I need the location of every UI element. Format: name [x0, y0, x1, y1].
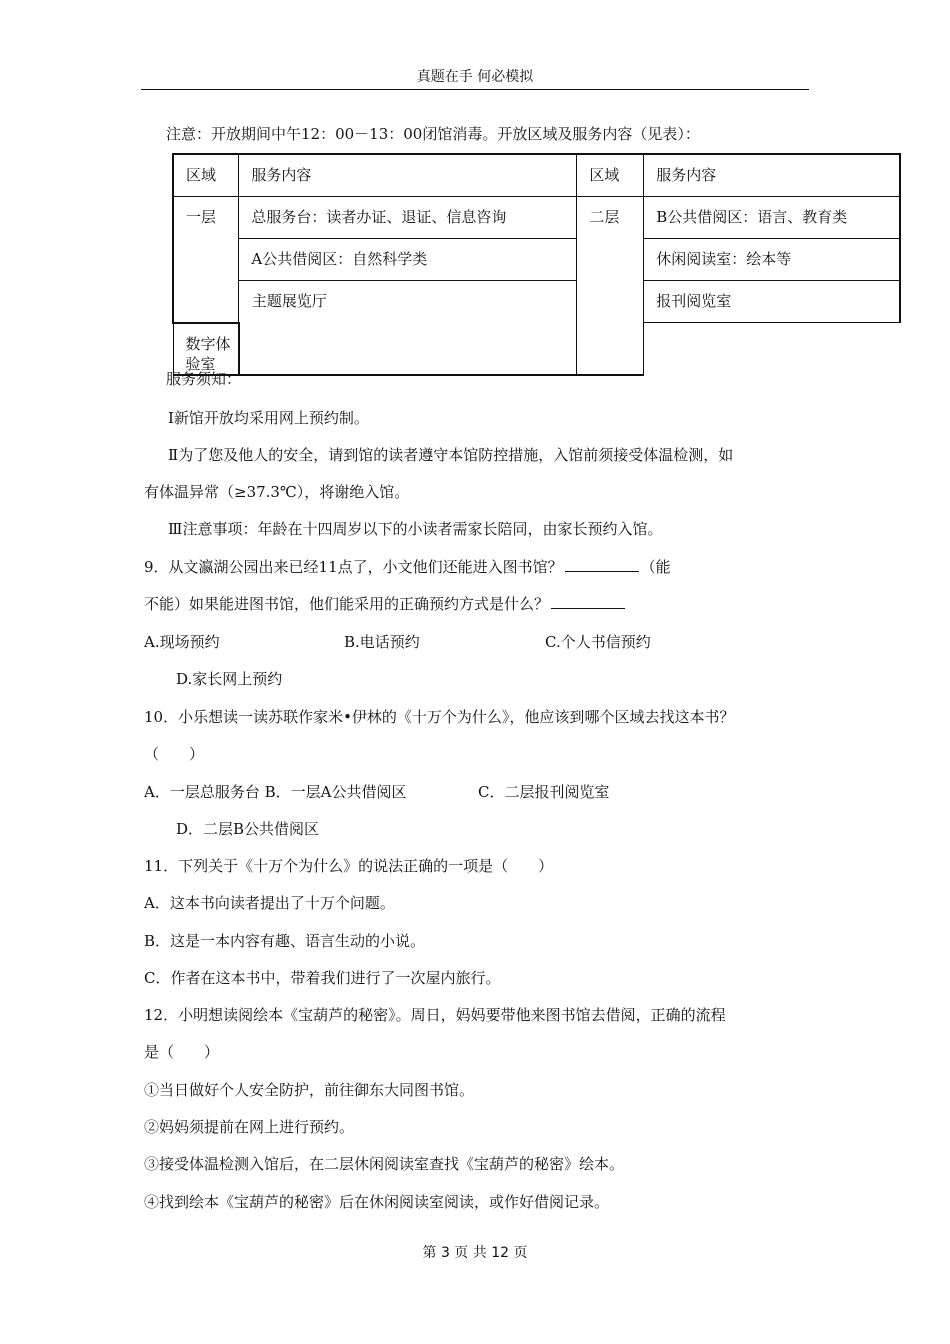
q10-options-ab: A．一层总服务台 B．一层A公共借阅区	[144, 783, 407, 801]
q9-option-a: A.现场预约	[144, 633, 220, 651]
q12-step-4: ④找到绘本《宝葫芦的秘密》后在休闲阅读室阅读，或作好借阅记录。	[144, 1193, 610, 1211]
floor1-item: 主题展览厅	[239, 281, 577, 375]
q11-option-b: B．这是一本内容有趣、语言生动的小说。	[144, 932, 426, 950]
service-rule-3: Ⅲ注意事项：年龄在十四周岁以下的小读者需家长陪同，由家长预约入馆。	[168, 520, 663, 538]
q12-step-3: ③接受体温检测入馆后，在二层休闲阅读室查找《宝葫芦的秘密》绘本。	[144, 1155, 625, 1173]
notice-text: 注意：开放期间中午12：00－13：00闭馆消毒。开放区域及服务内容（见表）：	[166, 125, 700, 143]
service-table	[172, 153, 901, 376]
table-row	[173, 197, 900, 239]
page-number: 第 3 页 共 12 页	[422, 1245, 528, 1261]
q9-answer-blank-2[interactable]	[551, 594, 625, 609]
q12-stem: 12．小明想读阅绘本《宝葫芦的秘密》。周日，妈妈要带他来图书馆去借阅，正确的流程	[144, 1006, 726, 1024]
q9-stem-text: 9．从文瀛湖公园出来已经11点了，小文他们还能进入图书馆？	[144, 558, 563, 576]
q9-option-c: C.个人书信预约	[545, 633, 651, 651]
table-header-cell: 服务内容	[644, 154, 900, 197]
floor2-item: 休闲阅读室：绘本等	[644, 239, 900, 281]
q10-option-c: C．二层报刊阅览室	[478, 783, 610, 801]
q9-stem-cont	[144, 594, 627, 614]
q10-stem: 10．小乐想读一读苏联作家米•伊林的《十万个为什么》，他应该到哪个区域去找这本书？	[144, 708, 735, 726]
table-header-row	[173, 154, 900, 197]
q9-option-b: B.电话预约	[344, 633, 420, 651]
floor2-item: 数字体验室	[173, 323, 239, 375]
service-rule-2: Ⅱ为了您及他人的安全，请到馆的读者遵守本馆防控措施，入馆前须接受体温检测，如	[168, 446, 734, 464]
q11-option-c: C．作者在这本书中，带着我们进行了一次屋内旅行。	[144, 969, 501, 987]
floor1-item: 总服务台：读者办证、退证、信息咨询	[239, 197, 577, 239]
q9-answer-blank-1[interactable]	[565, 557, 639, 572]
floor2-item: 报刊阅览室	[644, 281, 900, 323]
table-header-cell: 区域	[577, 154, 644, 197]
table-header-cell: 区域	[173, 154, 239, 197]
q12-step-1: ①当日做好个人安全防护，前往御东大同图书馆。	[144, 1081, 475, 1099]
q10-option-d: D．二层B公共借阅区	[176, 820, 320, 838]
q9-option-d: D.家长网上预约	[176, 670, 283, 688]
page-header: 真题在手 何必模拟	[416, 69, 534, 85]
floor1-item: A公共借阅区：自然科学类	[239, 239, 577, 281]
table-header-cell: 服务内容	[239, 154, 577, 197]
service-rule-1: Ⅰ新馆开放均采用网上预约制。	[168, 409, 369, 427]
q11-option-a: A．这本书向读者提出了十万个问题。	[144, 894, 395, 912]
q12-step-2: ②妈妈须提前在网上进行预约。	[144, 1118, 355, 1136]
header-divider	[141, 89, 809, 90]
table-row	[173, 281, 900, 323]
q10-paren: （ ）	[144, 745, 205, 763]
q11-stem: 11．下列关于《十万个为什么》的说法正确的一项是（ ）	[144, 857, 554, 875]
floor2-name: 二层	[577, 197, 644, 375]
q9-stem-paren: （能	[640, 558, 671, 576]
floor2-item: B公共借阅区：语言、教育类	[644, 197, 900, 239]
service-rule-2-cont: 有体温异常（≥37.3℃），将谢绝入馆。	[144, 483, 410, 501]
service-title: 服务须知：	[166, 370, 242, 388]
q9-stem-text-2: 不能）如果能进图书馆，他们能采用的正确预约方式是什么？	[144, 595, 550, 613]
q9-stem	[144, 557, 671, 577]
floor1-name: 一层	[173, 197, 239, 323]
table-row	[173, 239, 900, 281]
q12-stem-cont: 是（ ）	[144, 1043, 220, 1061]
